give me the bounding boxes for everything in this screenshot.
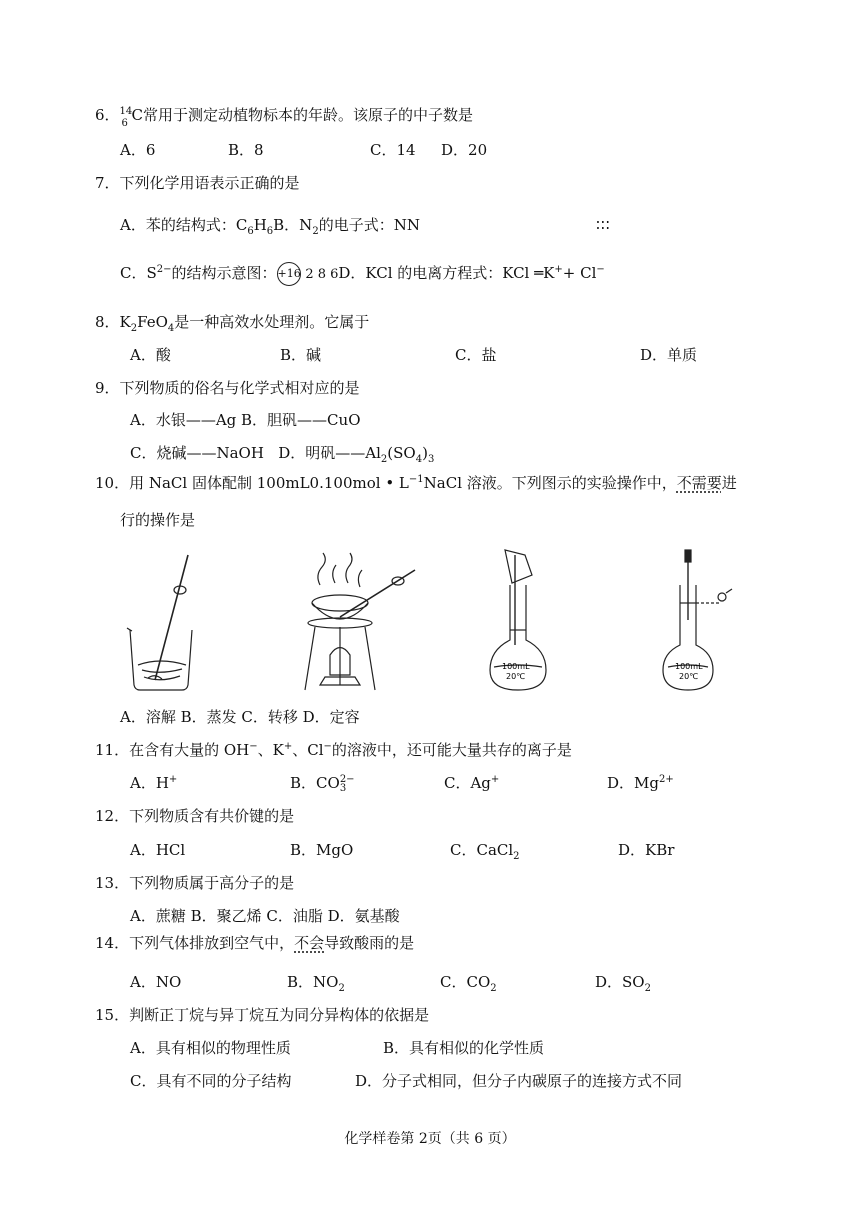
option-cd: C．烧碱——NaOH D．明矾$——Al_2(SO_4)_3$ <box>130 444 435 465</box>
question-10-stem: 10．用 NaCl 固体配制 100mL0.100mol • $L^{-1}NaCl$ 溶液。下列图示的实验操作中，不需要进 <box>95 474 737 492</box>
evaporate-figure <box>290 545 430 695</box>
option-d: D．分子式相同，但分子内碳原子的连接方式不同 <box>355 1072 683 1090</box>
option-a: A．H+ <box>130 774 178 792</box>
option-d: D．KBr <box>618 841 675 859</box>
emphasis-text: 不需要 <box>676 474 722 492</box>
question-13-stem: 13．下列物质属于高分子的是 <box>95 874 295 892</box>
question-8-stem: 8．$K_2FeO_4$是一种高效水处理剂。它属于 <box>95 313 370 334</box>
flask-temp: 20℃ <box>506 672 526 681</box>
flask-label: 100mL <box>675 662 703 671</box>
option-a: A．NO <box>130 973 182 991</box>
question-14-stem: 14．下列气体排放到空气中，不会导致酸雨的是 <box>95 934 415 952</box>
option-c: C．$CO_2$ <box>440 973 497 994</box>
question-12-stem: 12．下列物质含有共价键的是 <box>95 807 295 825</box>
option-a: A．HCl <box>130 841 186 859</box>
question-10-stem-cont: 行的操作是 <box>120 511 196 529</box>
option-b: B．$NO_2$ <box>287 973 345 994</box>
question-6-stem: 6． 14 6 C常用于测定动植物标本的年龄。该原子的中子数是 <box>95 106 474 129</box>
option-d: D．单质 <box>640 346 698 364</box>
nucleus-circle: +16 <box>277 262 301 286</box>
option-d: D．$SO_2$ <box>595 973 651 994</box>
electron-shells: 2 8 6 <box>305 267 339 282</box>
question-13-options: A．蔗糖 B．聚乙烯 C．油脂 D．氨基酸 <box>130 907 400 925</box>
question-7-stem: 7．下列化学用语表示正确的是 <box>95 174 300 192</box>
question-7-option-ab: A．苯的结构式：$C_6H_6B$．$N_2$的电子式：NN <box>120 216 420 237</box>
option-b: B．具有相似的化学性质 <box>383 1039 545 1057</box>
option-c: C．具有不同的分子结构 <box>130 1072 292 1090</box>
option-d: D．20 <box>441 141 488 159</box>
question-11-stem: 11．在含有大量的 OH−、K+、Cl−的溶液中，还可能大量共存的离子是 <box>95 741 572 759</box>
question-9-stem: 9．下列物质的俗名与化学式相对应的是 <box>95 379 360 397</box>
option-a: A．具有相似的物理性质 <box>130 1039 291 1057</box>
option-c: C．14 <box>370 141 416 159</box>
constant-volume-figure <box>660 545 750 695</box>
option-b: B．碱 <box>280 346 322 364</box>
flask-label: 100mL <box>502 662 530 671</box>
question-10-options: A．溶解 B．蒸发 C．转移 D．定容 <box>120 708 360 726</box>
question-7-option-cd: C．$S^{2-}$的结构示意图：+16 2 8 6D．KCl 的电离方程式：KCl ═K++ Cl− <box>120 262 605 286</box>
option-c: C．CaCl$_2$ <box>450 841 520 862</box>
option-a: A．酸 <box>130 346 171 364</box>
page-footer: 化学样卷第 2页（共 6 页） <box>344 1131 516 1147</box>
option-b: B．CO 2− 3 <box>290 774 355 794</box>
option-b: B．MgO <box>290 841 354 859</box>
emphasis-text: 不会 <box>294 934 325 952</box>
dissolve-figure <box>120 545 210 695</box>
option-c: C．盐 <box>455 346 497 364</box>
option-ab: A．水银——Ag B．胆矾——CuO <box>130 411 361 429</box>
question-number: 6． <box>95 106 120 124</box>
option-d: D．$Mg^{2+}$ <box>607 774 674 792</box>
option-c: C．Ag+ <box>444 774 500 792</box>
nuclide-notation: 14 6 <box>119 106 133 129</box>
electron-dots: ∶∶∶ <box>596 216 611 234</box>
option-a: A．6 <box>120 141 156 159</box>
transfer-figure <box>480 545 560 695</box>
question-15-stem: 15．判断正丁烷与异丁烷互为同分异构体的依据是 <box>95 1006 430 1024</box>
flask-temp: 20℃ <box>679 672 699 681</box>
option-b: B．8 <box>228 141 264 159</box>
